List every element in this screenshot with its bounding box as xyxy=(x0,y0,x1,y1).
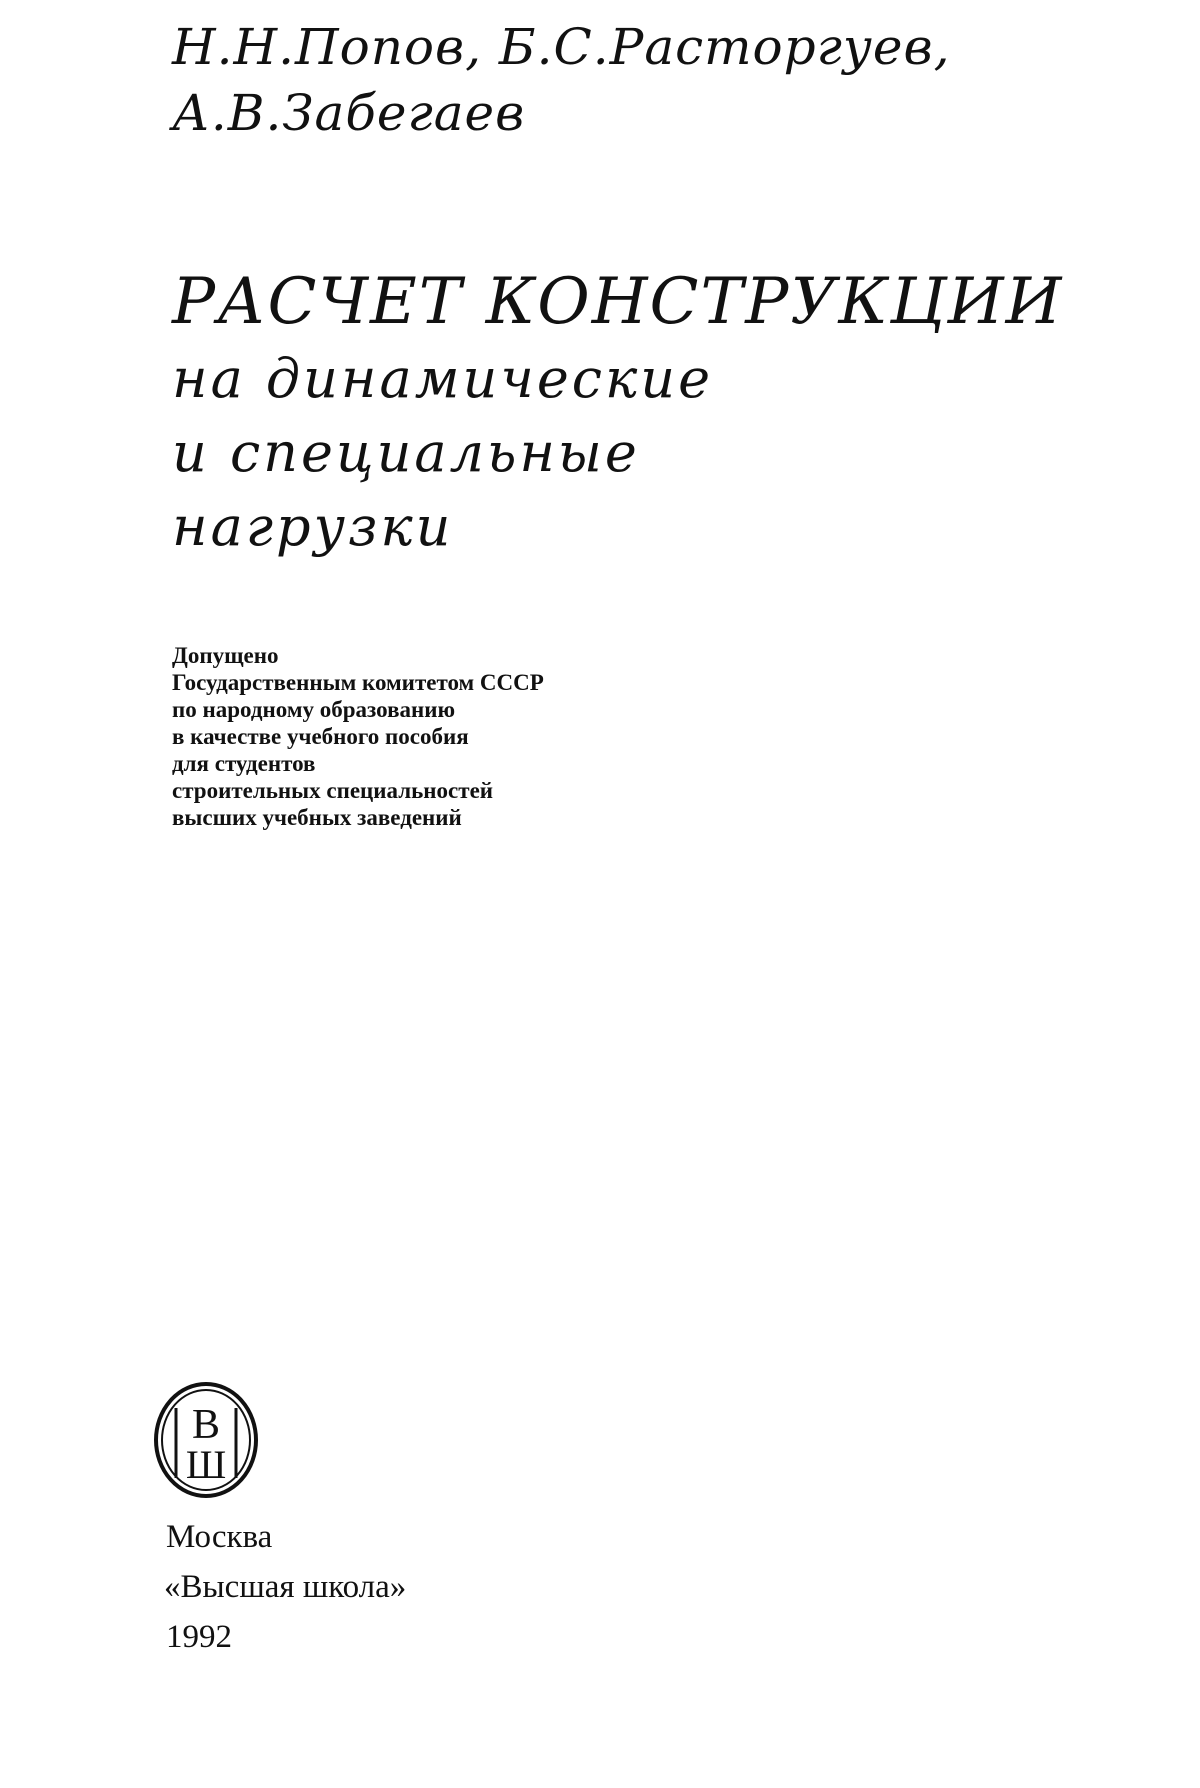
logo-letter-top: В xyxy=(191,1402,221,1448)
approval-line: строительных специальностей xyxy=(172,778,494,803)
publisher-name: «Высшая школа» xyxy=(164,1569,407,1605)
publisher-logo-icon xyxy=(150,1380,262,1500)
book-title xyxy=(172,262,1063,564)
book-subtitle-line-1: на динамические xyxy=(172,347,714,410)
publisher-block xyxy=(164,1512,406,1662)
approval-line: высших учебных заведений xyxy=(172,805,462,830)
approval-line: Государственным комитетом СССР xyxy=(172,670,544,695)
approval-line: в качестве учебного пособия xyxy=(172,724,469,749)
publisher-city: Москва xyxy=(166,1519,273,1555)
authors-line-2: А.В.Забегаев xyxy=(172,84,526,142)
book-subtitle-line-3: нагрузки xyxy=(172,495,454,558)
approval-line: Допущено xyxy=(172,643,279,668)
book-subtitle-line-2: и специальные xyxy=(172,421,640,484)
logo-letter-bottom: Ш xyxy=(185,1442,227,1487)
approval-line: по народному образованию xyxy=(172,697,456,722)
approval-note xyxy=(172,642,544,831)
authors-line-1: Н.Н.Попов, Б.С.Расторгуев, xyxy=(172,18,951,76)
publication-year: 1992 xyxy=(166,1619,232,1655)
approval-line: для студентов xyxy=(172,751,316,776)
authors xyxy=(172,14,951,146)
book-title-main: РАСЧЕТ КОНСТРУКЦИИ xyxy=(172,265,1064,339)
